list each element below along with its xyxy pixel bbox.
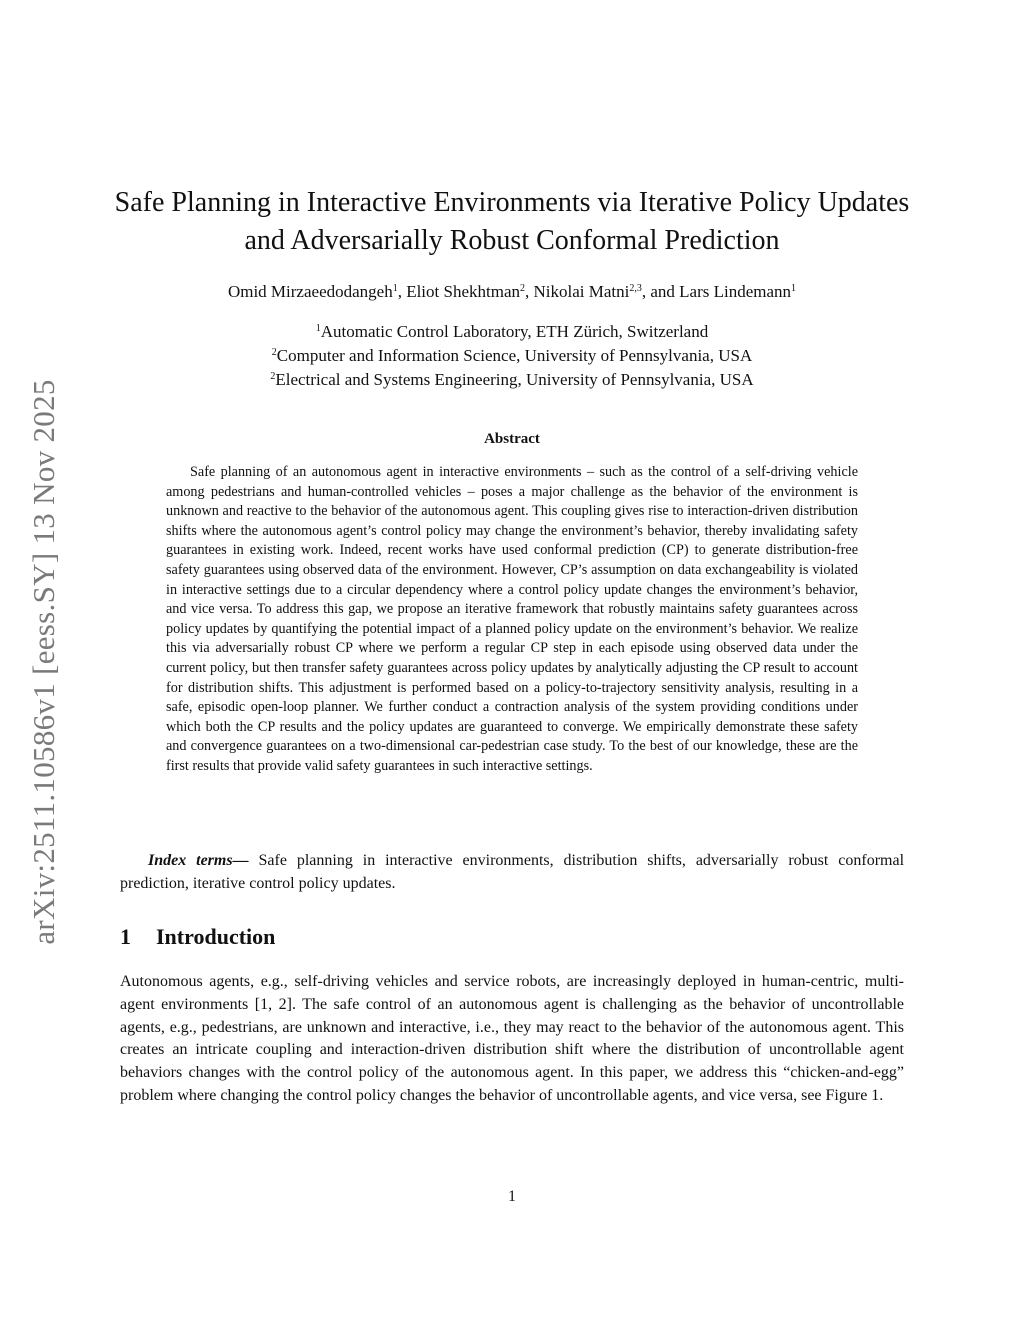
affiliation-mark: 2 <box>271 347 277 358</box>
author-name: Lars Lindemann <box>679 282 792 301</box>
author-affiliation-mark: 2,3 <box>629 283 642 294</box>
affiliation <box>100 368 924 392</box>
author-separator: , and <box>641 282 680 301</box>
index-terms-text: Safe planning in interactive environments, distribution shifts, adversarially robust conformal prediction, iterative control policy updates. <box>120 852 905 892</box>
author-affiliation-mark: 2 <box>520 283 525 294</box>
index-terms <box>120 849 904 895</box>
affiliation-text: Electrical and Systems Engineering, University of Pennsylvania, USA <box>275 370 754 389</box>
affiliation <box>100 320 924 344</box>
author-name: Eliot Shekhtman <box>406 282 520 301</box>
abstract-text: Safe planning of an autonomous agent in interactive environments – such as the control of a self-driving vehicle among pedestrians and human-controlled vehicles – poses a major challenge as the behavior of the environment is unknown and reactive to the behavior of the autonomous agent. This coupling gives rise to interaction-driven distribution shifts where the autonomous agent’s control policy may change the environment’s behavior, thereby invalidating safety guarantees in existing work. Indeed, recent works have used conformal prediction (CP) to generate distribution-free safety guarantees using observed data of the environment. However, CP’s assumption on data exchangeability is violated in interactive settings due to a circular dependency where a control policy update changes the environment’s behavior, and vice versa. To address this gap, we propose an iterative framework that robustly maintains safety guarantees across policy updates by quantifying the potential impact of a planned policy update on the environment’s behavior. We realize this via adversarially robust CP where we perform a regular CP step in each episode using observed data under the current policy, but then transfer safety guarantees across policy updates by analytically adjusting the CP result to account for distribution shifts. This adjustment is performed based on a policy-to-trajectory sensitivity analysis, resulting in a safe, episodic open-loop planner. We further conduct a contraction analysis of the system providing conditions under which both the CP results and the policy updates are guaranteed to converge. We empirically demonstrate these safety and convergence guarantees on a two-dimensional car-pedestrian case study. To the best of our knowledge, these are the first results that provide valid safety guarantees in such interactive settings. <box>166 464 858 774</box>
index-terms-label: Index terms— <box>148 852 249 869</box>
author-separator: , <box>397 282 407 301</box>
author-separator: , <box>525 282 534 301</box>
author-name: Nikolai Matni <box>533 282 630 301</box>
section-heading <box>120 924 275 950</box>
author-list <box>100 280 924 304</box>
arxiv-identifier: arXiv:2511.10586v1 [eess.SY] 13 Nov 2025 <box>26 379 61 945</box>
abstract-heading: Abstract <box>484 431 540 447</box>
affiliation-list <box>100 320 924 392</box>
page-number: 1 <box>508 1188 516 1205</box>
section-title: Introduction <box>156 924 276 949</box>
affiliation-text: Computer and Information Science, University of Pennsylvania, USA <box>276 346 753 365</box>
intro-paragraph: Autonomous agents, e.g., self-driving vehicles and service robots, are increasingly deployed in human-centric, multi-agent environments [1, 2]. The safe control of an autonomous agent is challenging as the behavior of uncontrollable agents, e.g., pedestrians, are unknown and interactive, i.e., they may react to the behavior of the autonomous agent. This creates an intricate coupling and interaction-driven distribution shift where the distribution of uncontrollable agent behaviors changes with the control policy of the autonomous agent. In this paper, we address this “chicken-and-egg” problem where changing the control policy changes the behavior of uncontrollable agents, and vice versa, see Figure 1. <box>120 973 904 1104</box>
affiliation <box>100 344 924 368</box>
author-affiliation-mark: 1 <box>791 283 797 294</box>
section-number: 1 <box>120 924 131 949</box>
author-name: Omid Mirzaeedodangeh <box>227 282 393 301</box>
paper-title: Safe Planning in Interactive Environments via Iterative Policy Updates and Adversarially Robust Conformal Prediction <box>114 187 910 256</box>
author-affiliation-mark: 1 <box>392 283 398 294</box>
affiliation-mark: 1 <box>315 323 321 334</box>
affiliation-mark: 2 <box>270 371 276 382</box>
affiliation-text: Automatic Control Laboratory, ETH Zürich, Switzerland <box>320 322 709 341</box>
